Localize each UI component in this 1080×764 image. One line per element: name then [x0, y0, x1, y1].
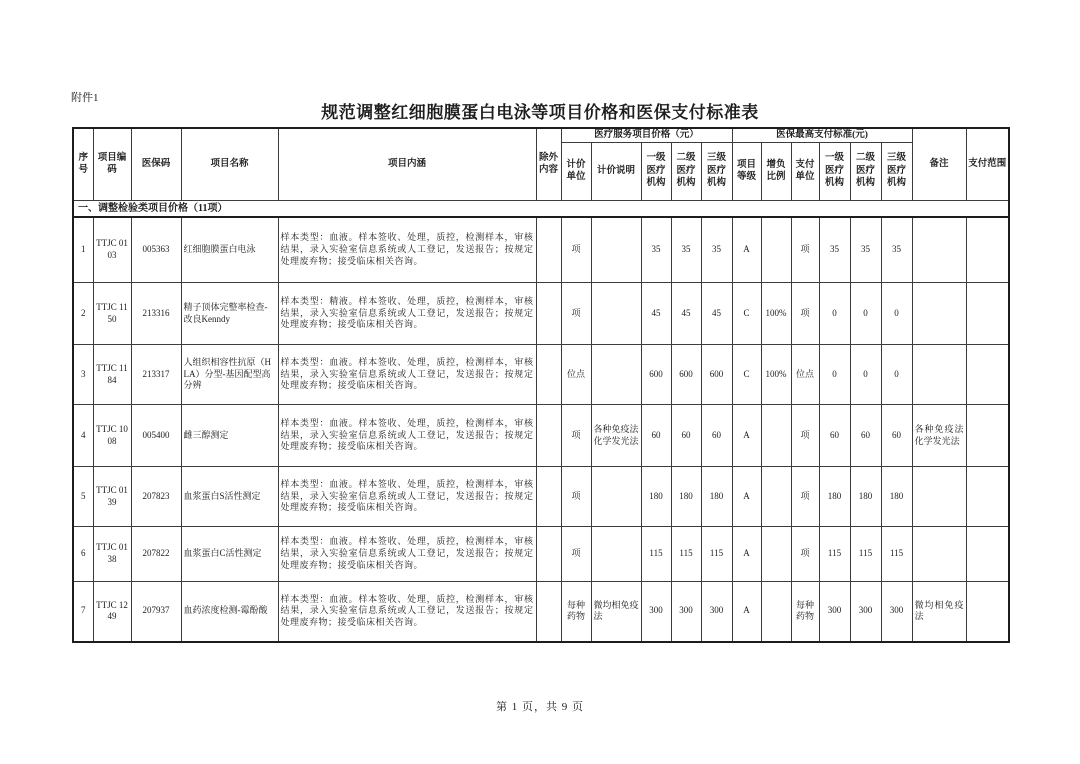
cell-item-name: 人组织相容性抗原（HLA）分型-基因配型高分辨	[181, 345, 278, 405]
cell-insurance-code: 213317	[131, 345, 181, 405]
table-row	[73, 467, 1009, 527]
cell-surcharge-ratio	[761, 217, 791, 283]
cell-seq: 4	[73, 405, 93, 467]
cell-insurance-code: 005400	[131, 405, 181, 467]
cell-pricing-unit: 项	[561, 467, 591, 527]
cell-price-tier1: 180	[641, 467, 671, 527]
col-header-insurance-code: 医保码	[131, 128, 181, 200]
cell-price-tier1: 45	[641, 283, 671, 345]
cell-price-tier3: 60	[701, 405, 732, 467]
table-row	[73, 582, 1009, 642]
cell-pay-unit: 项	[791, 217, 819, 283]
cell-insurance-code: 213316	[131, 283, 181, 345]
col-header-pay-tier2: 二级医疗机构	[850, 142, 881, 200]
cell-remarks	[912, 345, 966, 405]
cell-item-content: 样本类型：血液。样本签收、处理，质控，检测样本，审核结果，录入实验室信息系统或人工登记，发送报告；按规定处理废弃物；接受临床相关咨询。	[278, 405, 536, 467]
col-header-pay-tier1: 一级医疗机构	[819, 142, 850, 200]
cell-price-tier2: 300	[671, 582, 701, 642]
col-header-seq: 序号	[73, 128, 93, 200]
cell-price-tier1: 115	[641, 527, 671, 582]
cell-pay-tier3: 115	[881, 527, 912, 582]
cell-exclusions	[536, 467, 561, 527]
col-header-pricing-unit: 计价单位	[561, 142, 591, 200]
cell-seq: 1	[73, 217, 93, 283]
cell-pay-scope	[966, 283, 1009, 345]
cell-price-tier2: 35	[671, 217, 701, 283]
cell-exclusions	[536, 405, 561, 467]
cell-price-tier3: 45	[701, 283, 732, 345]
cell-pricing-unit: 项	[561, 527, 591, 582]
col-header-pay-unit: 支付单位	[791, 142, 819, 200]
cell-item-code: TTJC 1249	[93, 582, 131, 642]
cell-surcharge-ratio	[761, 467, 791, 527]
cell-item-content: 样本类型：血液。样本签收、处理，质控，检测样本，审核结果，录入实验室信息系统或人工登记，发送报告；按规定处理废弃物；接受临床相关咨询。	[278, 467, 536, 527]
table-row	[73, 405, 1009, 467]
col-header-item-code: 项目编码	[93, 128, 131, 200]
cell-price-tier1: 60	[641, 405, 671, 467]
cell-price-tier2: 180	[671, 467, 701, 527]
cell-pay-tier1: 180	[819, 467, 850, 527]
col-header-exclusions: 除外内容	[536, 128, 561, 200]
cell-pay-scope	[966, 217, 1009, 283]
cell-pay-tier1: 115	[819, 527, 850, 582]
cell-price-tier1: 300	[641, 582, 671, 642]
cell-item-code: TTJC 0139	[93, 467, 131, 527]
col-header-remarks: 备注	[912, 128, 966, 200]
cell-pay-scope	[966, 405, 1009, 467]
cell-pay-scope	[966, 467, 1009, 527]
cell-item-name: 红细胞膜蛋白电泳	[181, 217, 278, 283]
cell-pricing-note: 各种免疫法化学发光法	[591, 405, 641, 467]
cell-item-name: 血浆蛋白C活性测定	[181, 527, 278, 582]
cell-item-name: 血浆蛋白S活性测定	[181, 467, 278, 527]
attachment-label: 附件1	[71, 92, 99, 104]
cell-price-tier2: 45	[671, 283, 701, 345]
page-footer: 第 1 页，共 9 页	[496, 701, 584, 713]
group-header-service-price: 医疗服务项目价格（元）	[561, 128, 732, 142]
cell-pricing-unit: 项	[561, 217, 591, 283]
cell-pay-tier2: 300	[850, 582, 881, 642]
section-title: 一、调整检验类项目价格（11项）	[73, 200, 1009, 217]
cell-price-tier3: 115	[701, 527, 732, 582]
cell-pay-tier2: 60	[850, 405, 881, 467]
cell-item-name: 精子顶体完整率检查-改良Kenndy	[181, 283, 278, 345]
cell-item-grade: C	[732, 283, 761, 345]
cell-pricing-note	[591, 467, 641, 527]
cell-item-content: 样本类型：精液。样本签收、处理，质控，检测样本，审核结果，录入实验室信息系统或人工登记，发送报告；按规定处理废弃物；接受临床相关咨询。	[278, 283, 536, 345]
cell-insurance-code: 207822	[131, 527, 181, 582]
cell-pay-tier2: 0	[850, 345, 881, 405]
cell-pay-tier2: 115	[850, 527, 881, 582]
cell-pay-tier1: 300	[819, 582, 850, 642]
cell-price-tier1: 35	[641, 217, 671, 283]
cell-item-name: 血药浓度检测-霉酚酸	[181, 582, 278, 642]
cell-item-grade: A	[732, 467, 761, 527]
cell-pricing-note	[591, 345, 641, 405]
cell-pay-tier3: 180	[881, 467, 912, 527]
cell-item-code: TTJC 1184	[93, 345, 131, 405]
cell-surcharge-ratio	[761, 527, 791, 582]
cell-price-tier3: 600	[701, 345, 732, 405]
cell-surcharge-ratio: 100%	[761, 283, 791, 345]
cell-pay-unit: 项	[791, 467, 819, 527]
cell-pay-tier1: 35	[819, 217, 850, 283]
cell-pay-tier3: 60	[881, 405, 912, 467]
col-header-item-name: 项目名称	[181, 128, 278, 200]
cell-exclusions	[536, 582, 561, 642]
cell-pay-unit: 项	[791, 527, 819, 582]
page-title: 规范调整红细胞膜蛋白电泳等项目价格和医保支付标准表	[321, 103, 759, 122]
cell-remarks	[912, 283, 966, 345]
cell-pay-tier2: 180	[850, 467, 881, 527]
cell-insurance-code: 207823	[131, 467, 181, 527]
cell-price-tier2: 60	[671, 405, 701, 467]
col-header-pricing-note: 计价说明	[591, 142, 641, 200]
table-row	[73, 283, 1009, 345]
cell-seq: 5	[73, 467, 93, 527]
cell-seq: 2	[73, 283, 93, 345]
cell-price-tier1: 600	[641, 345, 671, 405]
cell-pay-unit: 项	[791, 405, 819, 467]
cell-pricing-note	[591, 283, 641, 345]
cell-insurance-code: 207937	[131, 582, 181, 642]
cell-insurance-code: 005363	[131, 217, 181, 283]
cell-surcharge-ratio: 100%	[761, 345, 791, 405]
cell-remarks	[912, 217, 966, 283]
header-group-row	[73, 128, 1009, 142]
section-header-row	[73, 200, 1009, 217]
cell-seq: 7	[73, 582, 93, 642]
col-header-surcharge-ratio: 增负比例	[761, 142, 791, 200]
cell-item-code: TTJC 0103	[93, 217, 131, 283]
cell-item-grade: A	[732, 405, 761, 467]
cell-pricing-unit: 项	[561, 405, 591, 467]
cell-item-grade: A	[732, 527, 761, 582]
cell-pay-tier2: 0	[850, 283, 881, 345]
cell-pay-tier2: 35	[850, 217, 881, 283]
cell-exclusions	[536, 527, 561, 582]
table-row	[73, 527, 1009, 582]
cell-price-tier2: 600	[671, 345, 701, 405]
group-header-insurance-cap: 医保最高支付标准(元)	[732, 128, 912, 142]
cell-pricing-unit: 位点	[561, 345, 591, 405]
cell-pay-unit: 位点	[791, 345, 819, 405]
cell-price-tier2: 115	[671, 527, 701, 582]
cell-exclusions	[536, 345, 561, 405]
cell-price-tier3: 300	[701, 582, 732, 642]
cell-item-grade: A	[732, 217, 761, 283]
col-header-item-content: 项目内涵	[278, 128, 536, 200]
cell-remarks: 微均相免疫法	[912, 582, 966, 642]
cell-pay-unit: 项	[791, 283, 819, 345]
cell-pay-unit: 每种药物	[791, 582, 819, 642]
cell-item-content: 样本类型：血液。样本签收、处理，质控，检测样本，审核结果，录入实验室信息系统或人工登记，发送报告；按规定处理废弃物；接受临床相关咨询。	[278, 582, 536, 642]
col-header-price-tier2: 二级医疗机构	[671, 142, 701, 200]
cell-item-code: TTJC 1008	[93, 405, 131, 467]
cell-exclusions	[536, 217, 561, 283]
cell-item-grade: C	[732, 345, 761, 405]
col-header-item-grade: 项目等级	[732, 142, 761, 200]
cell-item-content: 样本类型：血液。样本签收、处理，质控，检测样本，审核结果，录入实验室信息系统或人工登记，发送报告；按规定处理废弃物；接受临床相关咨询。	[278, 527, 536, 582]
price-table-container	[72, 127, 1010, 643]
cell-pricing-note	[591, 217, 641, 283]
cell-item-name: 雌三醇测定	[181, 405, 278, 467]
col-header-price-tier3: 三级医疗机构	[701, 142, 732, 200]
col-header-pay-scope: 支付范围	[966, 128, 1009, 200]
cell-pay-tier1: 0	[819, 283, 850, 345]
cell-surcharge-ratio	[761, 405, 791, 467]
cell-pay-tier3: 35	[881, 217, 912, 283]
cell-exclusions	[536, 283, 561, 345]
cell-item-grade: A	[732, 582, 761, 642]
cell-pay-tier3: 300	[881, 582, 912, 642]
cell-item-code: TTJC 0138	[93, 527, 131, 582]
cell-pay-tier3: 0	[881, 345, 912, 405]
cell-remarks: 各种免疫法化学发光法	[912, 405, 966, 467]
cell-seq: 3	[73, 345, 93, 405]
col-header-price-tier1: 一级医疗机构	[641, 142, 671, 200]
cell-item-content: 样本类型：血液。样本签收、处理，质控，检测样本，审核结果，录入实验室信息系统或人工登记，发送报告；按规定处理废弃物；接受临床相关咨询。	[278, 217, 536, 283]
cell-remarks	[912, 527, 966, 582]
cell-pay-tier1: 60	[819, 405, 850, 467]
cell-pricing-unit: 项	[561, 283, 591, 345]
cell-price-tier3: 35	[701, 217, 732, 283]
cell-pay-scope	[966, 345, 1009, 405]
col-header-pay-tier3: 三级医疗机构	[881, 142, 912, 200]
cell-pay-tier1: 0	[819, 345, 850, 405]
cell-pay-tier3: 0	[881, 283, 912, 345]
cell-pay-scope	[966, 582, 1009, 642]
cell-seq: 6	[73, 527, 93, 582]
cell-price-tier3: 180	[701, 467, 732, 527]
cell-pricing-note: 微均相免疫法	[591, 582, 641, 642]
cell-remarks	[912, 467, 966, 527]
cell-surcharge-ratio	[761, 582, 791, 642]
cell-pricing-unit: 每种药物	[561, 582, 591, 642]
cell-pricing-note	[591, 527, 641, 582]
price-table	[72, 127, 1010, 643]
cell-item-content: 样本类型：血液。样本签收、处理，质控，检测样本，审核结果，录入实验室信息系统或人工登记，发送报告；按规定处理废弃物；接受临床相关咨询。	[278, 345, 536, 405]
table-row	[73, 345, 1009, 405]
cell-pay-scope	[966, 527, 1009, 582]
cell-item-code: TTJC 1150	[93, 283, 131, 345]
table-row	[73, 217, 1009, 283]
